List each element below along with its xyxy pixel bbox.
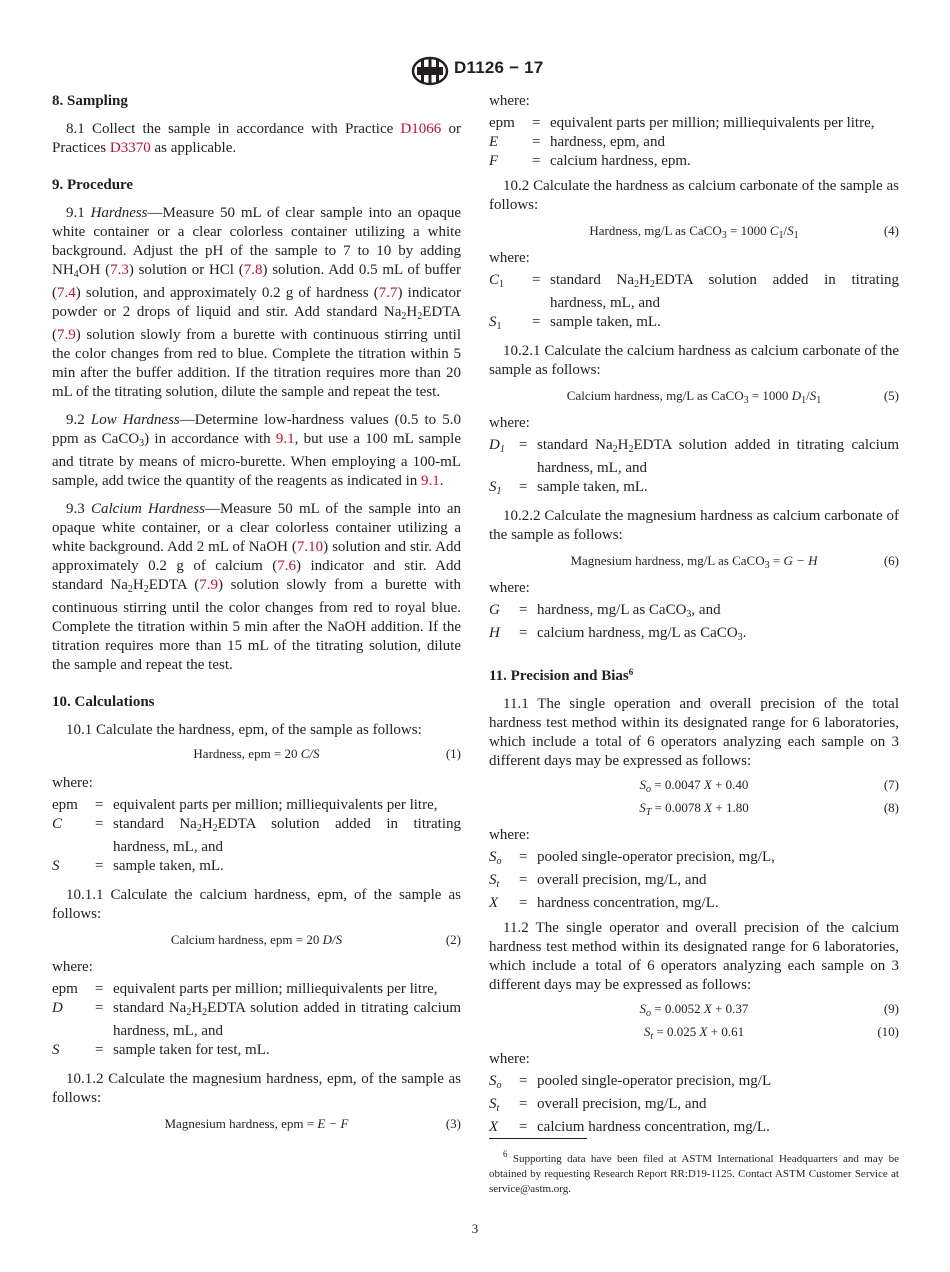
link-7-4[interactable]: 7.4 (57, 285, 76, 301)
paragraph-11-1: 11.1 The single operation and overall precision of the total hardness test method within its designated range for 6 laboratories, which include a total of 6 operators analyzing each sample on 3 different days may be expressed as follows: (489, 696, 899, 769)
where-label: where: (489, 415, 530, 431)
definition-c1: $C_1$ = standard $Na_2H_2EDTA$ solution added in titrating hardness, mL, and (489, 272, 899, 311)
equation-9: $S_o = 0.0052$ X + 0.37 (9) (639, 1001, 899, 1019)
section-9-title: 9. Procedure (52, 177, 134, 193)
definition-s: S = sample taken for test, mL. (52, 1042, 270, 1058)
paragraph-10-1: 10.1 Calculate the hardness, epm, of the sample as follows: (66, 722, 422, 738)
equation-5: Calcium hardness, mg/L as CaCO$_3$ = 1000 $D_1/S_1$ (5) (566, 388, 899, 406)
definition-d: D = standard $Na_2H_2EDTA$ solution added in titrating calcium hardness, mL, and (52, 1000, 461, 1039)
paragraph-9-3: 9.3 Calcium Hardness—Measure 50 mL of the sample into an opaque white container, or a clear colorless container utilizing a white background. Add 2 mL of NaOH (7.10) solution and stir. Add approximately 0.2 g of calcium (7.6) indicator and stir. Add standard $Na_2H_2EDTA$ (7.9) solution slowly from a burette with continuous stirring until the color changes from red to royal blue. Complete the titration within 5 min after the NaOH addition. If the titration requires more than 15 mL of the titrating solution, dilute the sample and repeat the test. (52, 501, 462, 673)
where-label: where: (489, 1051, 530, 1067)
section-11-title: 11. Precision and Bias$^6$ (489, 667, 634, 684)
section-10-title: 10. Calculations (52, 694, 155, 710)
footnote-ref[interactable]: 6 (628, 667, 634, 677)
page-header (0, 56, 950, 86)
footnote: $^6$ Supporting data have been filed at ASTM International Headquarters and may be obtained by requesting Research Report RR:D19-1125. Contact ASTM Customer Service at service@astm.org. (489, 1149, 899, 1195)
where-label: where: (489, 827, 530, 843)
definition-c: C = standard $Na_2H_2EDTA$ solution added in titrating hardness, mL, and (52, 816, 461, 855)
equation-10: $S_t = 0.025$ X + 0.61 (10) (643, 1024, 899, 1042)
definition-st: $S_t$ = overall precision, mg/L, and (489, 872, 707, 890)
link-d3370[interactable]: D3370 (109, 140, 151, 156)
paragraph-10-2-1: 10.2.1 Calculate the calcium hardness as calcium carbonate of the sample as follows: (489, 343, 899, 378)
paragraph-10-2: 10.2 Calculate the hardness as calcium carbonate of the sample as follows: (489, 178, 899, 213)
link-7-7[interactable]: 7.7 (378, 285, 398, 301)
definition-f: F = calcium hardness, epm. (489, 153, 691, 169)
equation-7: $S_o = 0.0047$ X + 0.40 (7) (639, 777, 899, 795)
left-column (52, 92, 461, 1132)
definition-x: X = hardness concentration, mg/L. (489, 895, 719, 911)
definition-s: S = sample taken, mL. (52, 858, 224, 874)
link-7-3[interactable]: 7.3 (110, 262, 129, 278)
definition-epm: epm = equivalent parts per million; milliequivalents per litre, (52, 981, 438, 997)
where-label: where: (52, 959, 93, 975)
footnote-separator (489, 1138, 587, 1139)
paragraph-10-1-1: 10.1.1 Calculate the calcium hardness, epm, of the sample as follows: (52, 887, 461, 922)
equation-4: Hardness, mg/L as CaCO$_3$ = 1000 $C_1/S_1$ (4) (589, 223, 899, 241)
equation-8: $S_T = 0.0078$ X + 1.80 (8) (639, 800, 899, 818)
definition-e: E = hardness, epm, and (489, 134, 665, 150)
where-label: where: (52, 775, 93, 791)
definition-s1: $S_1$ = sample taken, mL. (489, 314, 661, 332)
section-8-title: 8. Sampling (52, 93, 128, 109)
link-7-9[interactable]: 7.9 (57, 327, 76, 343)
page-number: 3 (471, 1221, 479, 1236)
paragraph-10-2-2: 10.2.2 Calculate the magnesium hardness as calcium carbonate of the sample as follows: (489, 508, 899, 543)
document-id: D1126 − 17 (454, 58, 544, 77)
definition-so: $S_o$ = pooled single-operator precision, mg/L (489, 1073, 772, 1091)
paragraph-9-1: 9.1 Hardness—Measure 50 mL of clear sample into an opaque white container or a clear colorless container utilizing a white background. Adjust the pH of the sample to 7 to 10 by adding $NH_4OH$ (7.3) solution or HCl (7.8) solution. Add 0.5 mL of buffer (7.4) solution, and approximately 0.2 g of hardness (7.7) indicator powder or 2 drops of liquid and stir. Add standard $Na_2H_2EDTA$ (7.9) solution slowly from a burette with continuous stirring until the color changes from red to blue. Complete the titration within 5 min after the buffer addition. If the titration requires more than 20 mL of the titrating solution, dilute the sample and repeat the test. (52, 205, 461, 400)
link-7-9-b[interactable]: 7.9 (199, 577, 219, 593)
link-7-10[interactable]: 7.10 (296, 539, 324, 555)
definition-st: $S_t$ = overall precision, mg/L, and (489, 1096, 707, 1114)
paragraph-10-1-2: 10.1.2 Calculate the magnesium hardness, epm, of the sample as follows: (52, 1071, 461, 1106)
astm-logo-icon (410, 56, 450, 86)
definition-so: $S_o$ = pooled single-operator precision, mg/L, (489, 849, 775, 867)
definition-s1: $S_1$ = sample taken, mL. (489, 479, 648, 497)
where-label: where: (489, 580, 530, 596)
right-column (489, 92, 899, 1137)
definition-h: H = calcium hardness, mg/L as CaCO$_3$. (489, 625, 747, 643)
definition-epm: epm = equivalent parts per million; milliequivalents per litre, (489, 115, 875, 131)
paragraph-8-1: 8.1 Collect the sample in accordance with Practice D1066 or Practices D3370 as applicable. (52, 121, 461, 156)
equation-6: Magnesium hardness, mg/L as CaCO$_3$ = G − H (6) (570, 553, 899, 571)
equation-2: Calcium hardness, epm = 20 D/S (2) (170, 932, 461, 947)
definition-epm: epm = equivalent parts per million; milliequivalents per litre, (52, 797, 438, 813)
link-7-6[interactable]: 7.6 (277, 558, 297, 574)
where-label: where: (489, 250, 530, 266)
definition-g: G = hardness, mg/L as CaCO$_3$, and (489, 602, 721, 620)
link-9-1-b[interactable]: 9.1 (421, 473, 440, 489)
link-9-1[interactable]: 9.1 (275, 431, 295, 447)
link-7-8[interactable]: 7.8 (243, 262, 263, 278)
paragraph-11-2: 11.2 The single operator and overall precision of the calcium hardness test method within its designated range for 6 laboratories, which include a total of 6 operators analyzing each sample on 3 different days may be expressed as follows: (489, 920, 899, 993)
definition-d1: $D_1$ = standard $Na_2H_2EDTA$ solution added in titrating calcium hardness, mL, and (489, 437, 899, 476)
link-d1066[interactable]: D1066 (400, 121, 442, 137)
equation-1: Hardness, epm = 20 C/S (1) (193, 746, 461, 761)
equation-3: Magnesium hardness, epm = E − F (3) (164, 1116, 461, 1131)
definition-x: X = calcium hardness concentration, mg/L. (489, 1119, 770, 1135)
paragraph-9-2: 9.2 Low Hardness—Determine low-hardness values (0.5 to 5.0 ppm as CaCO$_3$) in accordance with 9.1, but use a 100 mL sample and titrate by means of micro-burette. When employing a 100-mL sample, add twice the quantity of the reagents as indicated in 9.1. (52, 412, 461, 489)
where-label: where: (489, 93, 530, 109)
